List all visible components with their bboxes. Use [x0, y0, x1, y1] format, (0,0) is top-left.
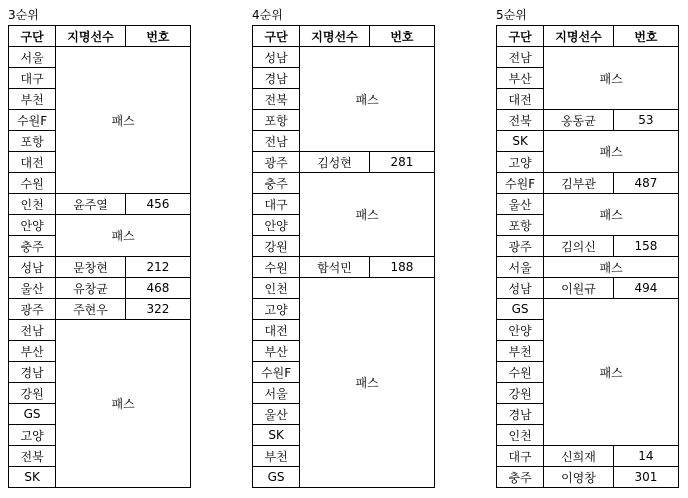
pass-cell: 패스	[544, 257, 679, 278]
team-cell: 광주	[9, 299, 56, 320]
team-cell: 성남	[497, 278, 544, 299]
team-cell: 인천	[497, 425, 544, 446]
table-row	[497, 173, 679, 194]
table-row	[9, 299, 191, 320]
number-cell: 487	[613, 173, 678, 194]
team-cell: 안양	[497, 320, 544, 341]
team-cell: 대전	[497, 89, 544, 110]
table-row	[497, 47, 679, 68]
pass-cell: 패스	[300, 278, 435, 488]
team-cell: 대구	[9, 68, 56, 89]
table-row	[9, 320, 191, 341]
pass-cell: 패스	[56, 215, 191, 257]
team-cell: 부산	[497, 68, 544, 89]
column-header: 번호	[369, 26, 434, 47]
team-cell: 부산	[9, 341, 56, 362]
pass-cell: 패스	[56, 320, 191, 488]
round-title: 5순위	[496, 8, 527, 22]
player-cell: 이영창	[544, 467, 614, 488]
column-header: 번호	[613, 26, 678, 47]
pass-cell: 패스	[544, 47, 679, 110]
team-cell: 강원	[9, 383, 56, 404]
team-cell: GS	[9, 404, 56, 425]
team-cell: 포항	[497, 215, 544, 236]
team-cell: SK	[9, 467, 56, 488]
team-cell: 수원	[253, 257, 300, 278]
team-cell: 부천	[253, 446, 300, 467]
player-cell: 옹동균	[544, 110, 614, 131]
team-cell: GS	[497, 299, 544, 320]
header-row	[497, 26, 679, 47]
table-row	[497, 236, 679, 257]
team-cell: 전남	[253, 131, 300, 152]
team-cell: 대구	[253, 194, 300, 215]
number-cell: 212	[125, 257, 190, 278]
draft-table	[496, 25, 679, 488]
number-cell: 281	[369, 152, 434, 173]
number-cell: 301	[613, 467, 678, 488]
round-title: 4순위	[252, 8, 283, 22]
team-cell: 울산	[497, 194, 544, 215]
team-cell: 수원F	[497, 173, 544, 194]
team-cell: 수원	[497, 362, 544, 383]
team-cell: 포항	[253, 110, 300, 131]
team-cell: 서울	[9, 47, 56, 68]
team-cell: 전북	[253, 89, 300, 110]
team-cell: 경남	[497, 404, 544, 425]
team-cell: 전북	[497, 110, 544, 131]
table-row	[9, 215, 191, 236]
team-cell: 안양	[253, 215, 300, 236]
team-cell: 부산	[253, 341, 300, 362]
team-cell: 부천	[497, 341, 544, 362]
table-row	[9, 257, 191, 278]
player-cell: 이원규	[544, 278, 614, 299]
team-cell: 안양	[9, 215, 56, 236]
player-cell: 주현우	[56, 299, 126, 320]
draft-table	[252, 25, 435, 488]
table-row	[497, 194, 679, 215]
header-row	[9, 26, 191, 47]
player-cell: 김성현	[300, 152, 370, 173]
team-cell: 경남	[9, 362, 56, 383]
team-cell: 강원	[253, 236, 300, 257]
table-row	[9, 47, 191, 68]
column-header: 지명선수	[300, 26, 370, 47]
team-cell: SK	[253, 425, 300, 446]
number-cell: 494	[613, 278, 678, 299]
number-cell: 53	[613, 110, 678, 131]
number-cell: 158	[613, 236, 678, 257]
player-cell: 윤주열	[56, 194, 126, 215]
team-cell: 수원F	[253, 362, 300, 383]
team-cell: SK	[497, 131, 544, 152]
team-cell: 충주	[497, 467, 544, 488]
column-header: 지명선수	[544, 26, 614, 47]
table-row	[497, 446, 679, 467]
table-row	[9, 278, 191, 299]
team-cell: 수원	[9, 173, 56, 194]
table-row	[253, 278, 435, 299]
table-row	[253, 257, 435, 278]
team-cell: 대구	[497, 446, 544, 467]
team-cell: 수원F	[9, 110, 56, 131]
pass-cell: 패스	[300, 173, 435, 257]
team-cell: 인천	[9, 194, 56, 215]
number-cell: 456	[125, 194, 190, 215]
player-cell: 신희재	[544, 446, 614, 467]
player-cell: 김부관	[544, 173, 614, 194]
pass-cell: 패스	[56, 47, 191, 194]
table-row	[253, 47, 435, 68]
table-row	[253, 173, 435, 194]
team-cell: 충주	[253, 173, 300, 194]
player-cell: 유창균	[56, 278, 126, 299]
team-cell: 대전	[9, 152, 56, 173]
team-cell: 서울	[497, 257, 544, 278]
team-cell: 성남	[253, 47, 300, 68]
table-row	[497, 110, 679, 131]
player-cell: 김의신	[544, 236, 614, 257]
table-row	[253, 152, 435, 173]
team-cell: 고양	[497, 152, 544, 173]
draft-table	[8, 25, 191, 488]
player-cell: 함석민	[300, 257, 370, 278]
table-row	[497, 467, 679, 488]
team-cell: 고양	[9, 425, 56, 446]
team-cell: 부천	[9, 89, 56, 110]
pass-cell: 패스	[544, 299, 679, 446]
team-cell: 경남	[253, 68, 300, 89]
team-cell: 인천	[253, 278, 300, 299]
table-row	[497, 278, 679, 299]
pass-cell: 패스	[544, 194, 679, 236]
team-cell: GS	[253, 467, 300, 488]
table-row	[497, 257, 679, 278]
team-cell: 광주	[253, 152, 300, 173]
column-header: 구단	[9, 26, 56, 47]
column-header: 번호	[125, 26, 190, 47]
table-row	[9, 194, 191, 215]
team-cell: 광주	[497, 236, 544, 257]
pass-cell: 패스	[300, 47, 435, 152]
team-cell: 서울	[253, 383, 300, 404]
team-cell: 고양	[253, 299, 300, 320]
team-cell: 대전	[253, 320, 300, 341]
number-cell: 14	[613, 446, 678, 467]
table-row	[497, 299, 679, 320]
player-cell: 문창현	[56, 257, 126, 278]
round-title: 3순위	[8, 8, 39, 22]
team-cell: 충주	[9, 236, 56, 257]
team-cell: 포항	[9, 131, 56, 152]
team-cell: 전남	[9, 320, 56, 341]
column-header: 지명선수	[56, 26, 126, 47]
number-cell: 322	[125, 299, 190, 320]
pass-cell: 패스	[544, 131, 679, 173]
team-cell: 울산	[9, 278, 56, 299]
team-cell: 강원	[497, 383, 544, 404]
header-row	[253, 26, 435, 47]
team-cell: 전남	[497, 47, 544, 68]
team-cell: 울산	[253, 404, 300, 425]
table-row	[497, 131, 679, 152]
column-header: 구단	[253, 26, 300, 47]
team-cell: 전북	[9, 446, 56, 467]
number-cell: 468	[125, 278, 190, 299]
column-header: 구단	[497, 26, 544, 47]
number-cell: 188	[369, 257, 434, 278]
team-cell: 성남	[9, 257, 56, 278]
